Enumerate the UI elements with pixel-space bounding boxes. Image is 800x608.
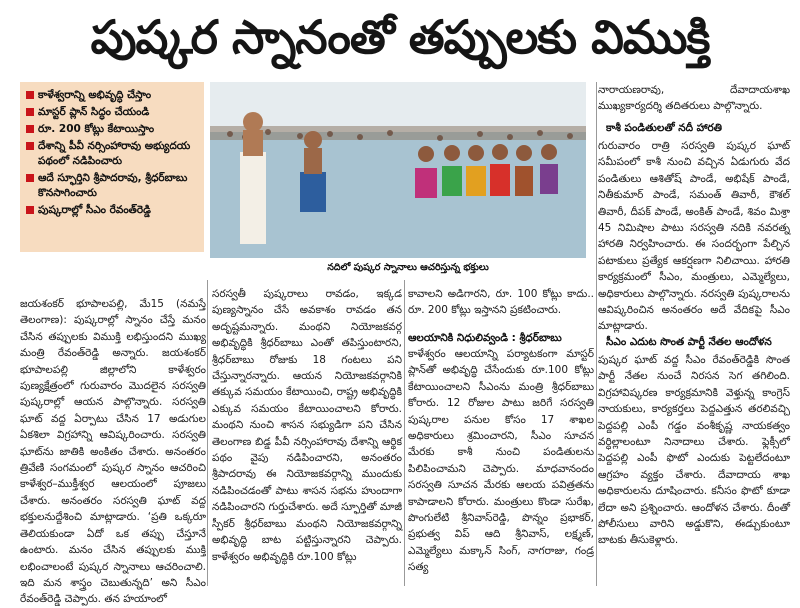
highlight-item: రూ. 200 కోట్లు కేటాయిస్తాం [26,122,198,137]
article-column-3b: కాళేశ్వరం ఆలయాన్ని పర్యాటకంగా మాస్టర్ ప్లాన్‌తో అభివృద్ధి చేసేందుకు రూ.100 కోట్లు కేటాయించాలని సీఎంను మంత్రి శ్రీధర్‌బాబు కోరారు. 12 రోజుల పాటు జరిగే సరస్వతి పుష్కరాల పనుల కోసం 17 శాఖల అధికారులు శ్రమించారని, సీఎం సూచన మేరకు కాశీ నుంచి పండితులను పిలిపించామని చెప్పారు. మాధవానందం సరస్వతి సూచన మేరకు ఆలయ పవిత్రతను కాపాడాలని కోరారు. మంత్రులు కొండా సురేఖ, పొంగులేటి శ్రీనివాస్‌రెడ్డి, పొన్నం ప్రభాకర్, ప్రభుత్వ విప్ ఆది శ్రీనివాస్, లక్ష్మణ్, ఎమ్మెల్యేలు మక్కాన్ సింగ్, నాగరాజు, గండ్ర సత్య [408,348,594,574]
article-column-4c: పుష్కర ఘాట్ వద్ద సీఎం రేవంత్‌రెడ్డికి సొంత పార్టీ నేతల నుంచే నిరసన సెగ తగిలింది. విగ్రహావిష్కరణ కార్యక్రమానికి వెళ్తున్న కాంగ్రెస్ నాయకులు, కార్యకర్తలు పెద్దఎత్తున తరలివచ్చి పెద్దపల్లి ఎంపీ గడ్డం వంశీకృష్ణ నాయకత్వం వర్ధిల్లాలంటూ నినాదాలు చేశారు. ఫ్లెక్సీలో పెద్దపల్లి ఎంపీ ఫొటో ఎందుకు పెట్టలేదంటూ ఆగ్రహం వ్యక్తం చేశారు. దేవాదాయ శాఖ అధికారులను దూషించారు. కనీసం ఫొటో కూడా లేదా అని ప్రశ్నించారు. ఆందోళన చేశారు. దీంతో పోలీసులు వారిని అడ్డుకొని, ఈడ్చుకుంటూ బాటకు తీసుకెళ్లారు. [598,354,790,547]
highlight-item: పుష్కరాల్లో సీఎం రేవంత్‌రెడ్డి [26,203,198,218]
highlight-item: దేశాన్ని పీవీ నర్సింహారావు అభ్యుదయ పథంలో నడిపించారు [26,139,198,169]
highlight-item: ఆదే స్ఫూర్తిని శ్రీపాదరావు, శ్రీధర్‌బాబు కొనసాగించారు [26,171,198,201]
article-column-3a: కావాలని అడిగారని, రూ. 100 కోట్లు కాదు.. రూ. 200 కోట్లు ఇస్తానని ప్రకటించారు. [408,288,594,317]
article-column-4b: గురువారం రాత్రి సరస్వతి పుష్కర ఘాట్ సమీపంలో కాశీ నుంచి వచ్చిన ఏడుగురు వేద పండితులు ఆశితోష్ పాండే, అభిషేక్ పాండే, నితీకుమార్ పాండే, సమంత్ తివారీ, కౌశల్ తివారీ, దీపక్ పాండే, అంకిత్ పాండే, శివం మిశ్రా 45 నిమిషాల పాటు సరస్వతి నదికి నవరత్న హారతి నిర్వహించారు. ఈ సందర్భంగా పేల్చిన పటాకులు ప్రత్యేక ఆకర్షణగా నిలిచాయి. హారతి కార్యక్రమంలో సీఎం, మంత్రులు, ఎమ్మెల్యేలు, అధికారులు పాల్గొన్నారు. నరస్వతి పుష్కరాలను ఆవిష్కరించిన అనంతరం అదే వేదికపై సీఎం మాట్లాడారు. [598,140,790,333]
subheading-river-aarti: కాశీ పండితులతో నదీ హారతి [606,122,722,134]
bullet-square-icon [26,125,34,133]
river-bathing-photo [210,82,586,258]
headline: పుష్కర స్నానంతో తప్పులకు విముక్తి [90,10,710,64]
bullet-square-icon [26,142,34,150]
highlight-item: కాళేశ్వరాన్ని అభివృద్ధి చేస్తాం [26,88,198,103]
bullet-square-icon [26,91,34,99]
bullet-square-icon [26,206,34,214]
photo-illustration [210,82,586,258]
article-column-4a: నారాయణరావు, దేవాదాయశాఖ ముఖ్యకార్యదర్శి తదితరులు పాల్గొన్నారు. [598,84,790,113]
highlight-item: మాస్టర్ ప్లాన్ సిద్ధం చేయండి [26,105,198,120]
article-column-1: జయశంకర్ భూపాలపల్లి, మే15 (నమస్తే తెలంగాణ): పుష్కరాల్లో స్నానం చేస్తే మనం చేసిన తప్పులకు విముక్తి లభిస్తుందని ముఖ్య మంత్రి రేవంత్‌రెడ్డి అన్నారు. జయశంకర్ భూపాలపల్లి జిల్లాలోని కాళేశ్వరం పుణ్యక్షేత్రంలో గురువారం మొదలైన సరస్వతి పుష్కరాల్లో ఆయన పాల్గొన్నారు. సరస్వతి ఘాట్ వద్ద ఏర్పాటు చేసిన 17 అడుగుల ఏకశిలా విగ్రహాన్ని ఆవిష్కరించారు. సరస్వతి ఘాట్‌ను జాతికి అంకితం చేశారు. అనంతరం త్రివేణి సంగమంలో పుష్కర స్నానం ఆచరించి కాళేశ్వర–ముక్తీశ్వర ఆలయంలో పూజలు చేశారు. అనంతరం సరస్వతి ఘాట్ వద్ద భక్తులనుద్దేశించి మాట్లాడారు. ‘ప్రతి ఒక్కరూ తెలియకుండా ఏదో ఒక తప్పు చేస్తూనే ఉంటారు. మనం చేసిన తప్పులకు ముక్తి లభించాలంటే పుష్కర స్నానాలు ఆచరించాలి. ఇది మన శాస్త్రం చెబుతున్నది’ అని సీఎం రేవంత్‌రెడ్డి చెప్పారు. తన హయాంలో [20,298,206,606]
article-column-2: సరస్వతీ పుష్కరాలు రావడం, ఇక్కడ పుణ్యస్నానం చేసే అవకాశం రావడం తన అదృష్టమన్నారు. మంథని నియోజకవర్గ అభివృద్ధికి శ్రీధర్‌బాబు ఎంతో తపిస్తుంటారని, శ్రీధర్‌బాబు రోజుకు 18 గంటలు పని చేస్తున్నారన్నారు. ఆయన నియోజకవర్గానికి తక్కువ సమయం కేటాయించి, రాష్ట్ర అభివృద్ధికి ఎక్కువ సమయం కేటాయించాలని కోరారు. మంథని నుంచి శాసన సభ్యుడిగా పని చేసిన తెలంగాణ బిడ్డ పీవీ నర్సింహారావు దేశాన్ని ఆర్థిక పథం వైపు నడిపించారని, అనంతరం శ్రీపాదరావు ఈ నియోజకవర్గాన్ని ముందుకు నడిపించడంతో పాటు శాసన సభను హుందాగా నడిపించారని గుర్తుచేశారు. అదే స్ఫూర్తితో మాజీ స్పీకర్ శ్రీధర్‌బాబు మంథని నియోజకవర్గాన్ని అభివృద్ధి బాట పట్టిస్తున్నారని చెప్పారు. కాళేశ్వరం అభివృద్ధికి రూ.100 కోట్లు [212,288,402,563]
column-divider [404,280,405,586]
subheading-temple-funds: ఆలయానికి నిధులివ్వండి : శ్రీధర్‌బాబు [408,332,562,344]
bullet-square-icon [26,174,34,182]
bullet-square-icon [26,108,34,116]
photo-caption: నదిలో పుష్కర స్నానాలు ఆచరిస్తున్న భక్తులు [327,262,489,273]
column-divider [207,280,208,586]
highlights-box [20,82,204,252]
subheading-party-protest: సీఎం ఎదుట సొంత పార్టీ నేతల ఆందోళన [606,336,772,348]
column-divider [596,82,597,586]
